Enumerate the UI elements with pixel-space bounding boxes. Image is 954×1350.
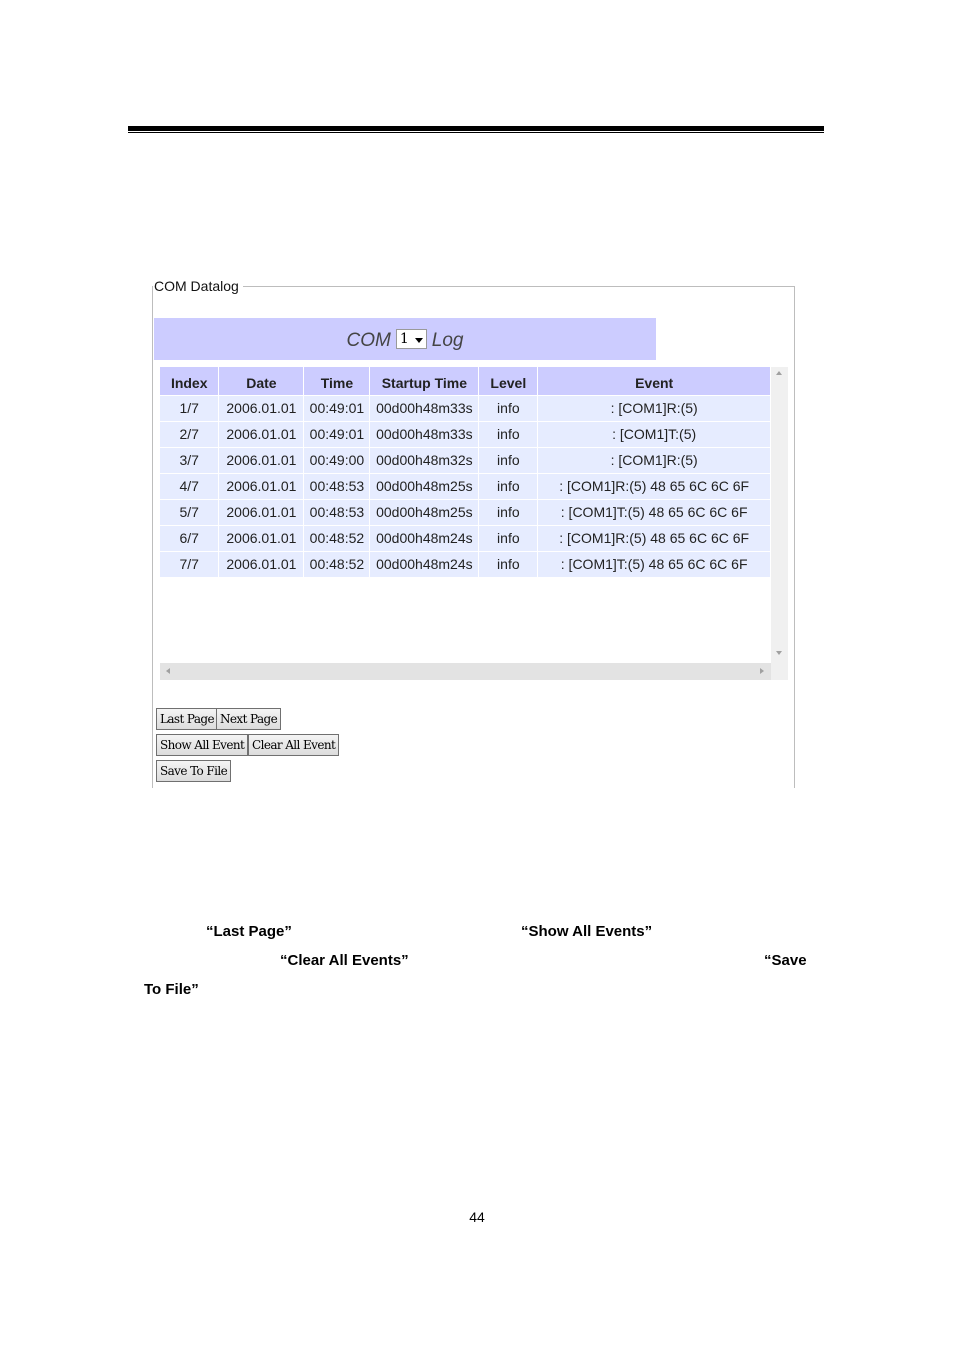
cell-time: 00:48:52	[304, 551, 370, 577]
cell-date: 2006.01.01	[219, 395, 304, 421]
column-header-index: Index	[160, 367, 219, 395]
show-all-event-button[interactable]: Show All Event	[156, 734, 248, 756]
cell-level: info	[479, 447, 538, 473]
cell-level: info	[479, 551, 538, 577]
cell-index: 1/7	[160, 395, 219, 421]
table-row	[160, 447, 771, 473]
cell-time: 00:48:52	[304, 525, 370, 551]
com-log-header	[154, 318, 656, 360]
desc-save-part2: To File”	[144, 981, 199, 998]
column-header-event: Event	[538, 367, 771, 395]
log-header-prefix: COM	[346, 330, 391, 351]
cell-event: : [COM1]T:(5)	[538, 421, 771, 447]
vertical-scrollbar[interactable]	[771, 367, 788, 663]
cell-level: info	[479, 525, 538, 551]
cell-time: 00:48:53	[304, 499, 370, 525]
cell-date: 2006.01.01	[219, 499, 304, 525]
table-row	[160, 395, 771, 421]
table-row	[160, 473, 771, 499]
cell-event: : [COM1]R:(5) 48 65 6C 6C 6F	[538, 525, 771, 551]
cell-startup-time: 00d00h48m32s	[370, 447, 479, 473]
column-header-time: Time	[304, 367, 370, 395]
cell-index: 7/7	[160, 551, 219, 577]
desc-save-part1: “Save	[764, 952, 807, 969]
chevron-down-icon	[415, 338, 423, 343]
cell-startup-time: 00d00h48m25s	[370, 499, 479, 525]
cell-event: : [COM1]T:(5) 48 65 6C 6C 6F	[538, 499, 771, 525]
desc-last-page: “Last Page”	[206, 923, 292, 940]
com-port-select-value: 1	[399, 331, 409, 347]
log-table	[160, 367, 771, 577]
table-row	[160, 499, 771, 525]
top-rule-thin	[128, 132, 824, 133]
cell-event: : [COM1]R:(5)	[538, 395, 771, 421]
cell-level: info	[479, 395, 538, 421]
cell-index: 5/7	[160, 499, 219, 525]
log-header-suffix: Log	[431, 330, 464, 351]
cell-date: 2006.01.01	[219, 447, 304, 473]
cell-index: 4/7	[160, 473, 219, 499]
cell-date: 2006.01.01	[219, 525, 304, 551]
cell-event: : [COM1]R:(5)	[538, 447, 771, 473]
page-number: 44	[469, 1209, 485, 1225]
cell-level: info	[479, 473, 538, 499]
com-port-select[interactable]	[396, 329, 427, 349]
top-rule	[128, 126, 824, 131]
scroll-left-arrow-icon[interactable]	[166, 668, 170, 674]
column-header-level: Level	[479, 367, 538, 395]
next-page-button[interactable]: Next Page	[216, 708, 281, 730]
table-row	[160, 551, 771, 577]
scroll-down-arrow-icon[interactable]	[776, 651, 782, 655]
table-row	[160, 525, 771, 551]
cell-startup-time: 00d00h48m24s	[370, 551, 479, 577]
cell-startup-time: 00d00h48m24s	[370, 525, 479, 551]
table-row	[160, 421, 771, 447]
cell-level: info	[479, 499, 538, 525]
column-header-date: Date	[219, 367, 304, 395]
column-header-startup-time: Startup Time	[370, 367, 479, 395]
cell-index: 6/7	[160, 525, 219, 551]
horizontal-scrollbar[interactable]	[160, 663, 788, 680]
cell-time: 00:49:01	[304, 395, 370, 421]
desc-clear-all-events: “Clear All Events”	[280, 952, 409, 969]
cell-event: : [COM1]R:(5) 48 65 6C 6C 6F	[538, 473, 771, 499]
cell-startup-time: 00d00h48m33s	[370, 421, 479, 447]
desc-show-all-events: “Show All Events”	[521, 923, 653, 940]
clear-all-event-button[interactable]: Clear All Event	[248, 734, 339, 756]
cell-index: 3/7	[160, 447, 219, 473]
scroll-up-arrow-icon[interactable]	[776, 371, 782, 375]
scroll-right-arrow-icon[interactable]	[760, 668, 764, 674]
cell-date: 2006.01.01	[219, 551, 304, 577]
table-header-row	[160, 367, 771, 395]
cell-time: 00:48:53	[304, 473, 370, 499]
horizontal-scroll-thumb[interactable]	[160, 663, 771, 680]
cell-index: 2/7	[160, 421, 219, 447]
save-to-file-button[interactable]: Save To File	[156, 760, 231, 782]
cell-time: 00:49:01	[304, 421, 370, 447]
last-page-button[interactable]: Last Page	[156, 708, 218, 730]
cell-startup-time: 00d00h48m25s	[370, 473, 479, 499]
log-table-container	[160, 367, 788, 680]
cell-date: 2006.01.01	[219, 473, 304, 499]
cell-startup-time: 00d00h48m33s	[370, 395, 479, 421]
cell-date: 2006.01.01	[219, 421, 304, 447]
cell-level: info	[479, 421, 538, 447]
cell-time: 00:49:00	[304, 447, 370, 473]
panel-legend: COM Datalog	[154, 278, 239, 294]
cell-event: : [COM1]T:(5) 48 65 6C 6C 6F	[538, 551, 771, 577]
